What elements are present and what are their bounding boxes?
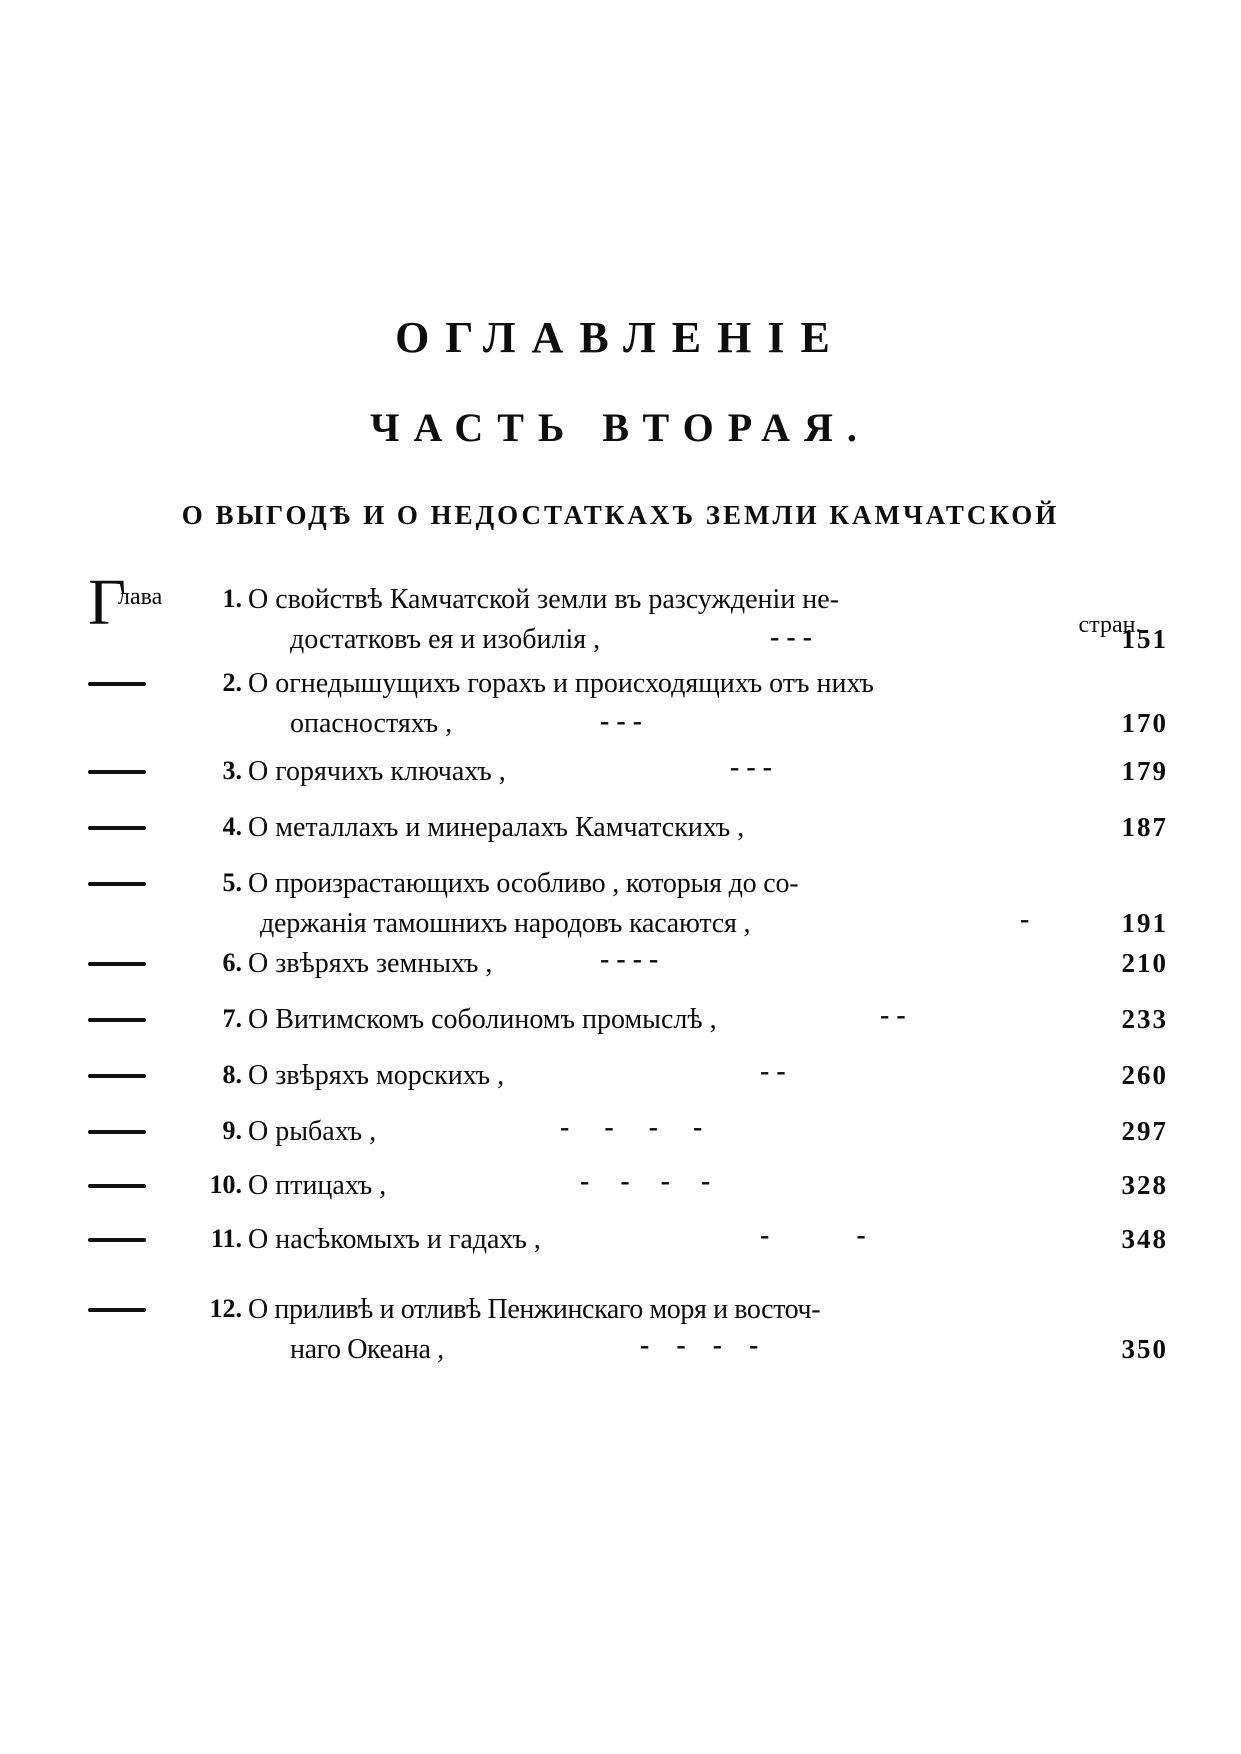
part-subtitle: О ВЫГОДѢ И О НЕДОСТАТКАХЪ ЗЕМЛИ КАМЧАТСКОЙ bbox=[181, 500, 1060, 530]
dash-mark bbox=[88, 1308, 146, 1312]
dash-mark bbox=[88, 1074, 146, 1078]
part-heading: ЧАСТЬ ВТОРАЯ. bbox=[370, 405, 871, 450]
dash-mark bbox=[88, 1130, 146, 1134]
ditto-dash bbox=[88, 864, 176, 906]
dash-mark bbox=[88, 962, 146, 966]
entry-title-line2: держанія тамошнихъ народовъ касаются , bbox=[260, 908, 751, 939]
ditto-dash bbox=[88, 1112, 176, 1154]
entry-page-number: 350 bbox=[1121, 1334, 1168, 1364]
entry-title-line1: О металлахъ и минералахъ Камчатскихъ , bbox=[248, 812, 745, 843]
entry-page-number: 179 bbox=[1121, 756, 1168, 786]
entry-number: 2. bbox=[222, 668, 242, 697]
entry-title bbox=[248, 580, 1048, 660]
ditto-dash bbox=[88, 1220, 176, 1262]
dash-mark bbox=[88, 1184, 146, 1188]
entry-title-line1: О горячихъ ключахъ , bbox=[248, 756, 506, 787]
entry-page-number: 210 bbox=[1121, 948, 1168, 978]
ditto-dash bbox=[88, 944, 176, 986]
entry-number: 4. bbox=[222, 812, 242, 841]
entry-title-line1: О звѣряхъ земныхъ , bbox=[248, 948, 493, 979]
dot-leaders: - - bbox=[880, 1000, 906, 1031]
ditto-dash bbox=[88, 1000, 176, 1042]
dash-mark bbox=[88, 1018, 146, 1022]
entry-page-number: 328 bbox=[1121, 1170, 1168, 1200]
entry-title-line1: О свойствѣ Камчатской земли въ разсужденіи не- bbox=[248, 584, 840, 615]
dash-mark bbox=[88, 1238, 146, 1242]
entry-title-line2: наго Океана , bbox=[290, 1334, 444, 1365]
entry-title-line1: О Витимскомъ соболиномъ промыслѣ , bbox=[248, 1004, 717, 1035]
dash-mark bbox=[88, 826, 146, 830]
entry-number: 6. bbox=[222, 948, 242, 977]
entry-page-number: 297 bbox=[1121, 1116, 1168, 1146]
entry-title-line1: О рыбахъ , bbox=[248, 1116, 377, 1147]
dot-leaders: - - - - bbox=[600, 944, 659, 975]
ditto-dash bbox=[88, 1290, 176, 1332]
dash-mark bbox=[88, 770, 146, 774]
entry-page-number: 151 bbox=[1121, 624, 1168, 654]
entry-number: 11. bbox=[210, 1224, 242, 1253]
entry-page-number: 348 bbox=[1121, 1224, 1168, 1254]
dot-leaders: - - - - bbox=[560, 1112, 717, 1143]
dot-leaders: - - bbox=[760, 1220, 906, 1251]
ditto-dash bbox=[88, 1056, 176, 1098]
dot-leaders: - - - bbox=[770, 622, 812, 653]
dot-leaders: - - - bbox=[600, 706, 642, 737]
chapter-word-initial: Г bbox=[88, 566, 127, 639]
entry-number: 5. bbox=[222, 868, 242, 897]
entry-title bbox=[248, 1220, 1048, 1260]
entry-title bbox=[248, 752, 1048, 792]
dash-mark bbox=[88, 882, 146, 886]
dot-leaders: - bbox=[1020, 904, 1030, 935]
dot-leaders: - - - bbox=[730, 752, 772, 783]
entry-title-line1: О звѣряхъ морскихъ , bbox=[248, 1060, 505, 1091]
entry-page-number: 260 bbox=[1121, 1060, 1168, 1090]
entry-page-number: 191 bbox=[1121, 908, 1168, 938]
dot-leaders: - - - - bbox=[640, 1330, 769, 1361]
dash-mark bbox=[88, 682, 146, 686]
entry-title bbox=[248, 1000, 1048, 1040]
page-title: ОГЛАВЛЕНІЕ bbox=[395, 313, 846, 362]
entry-title-line2: опасностяхъ , bbox=[290, 708, 453, 739]
entry-number: 1. bbox=[222, 584, 242, 613]
page-column-label: стран. bbox=[1078, 612, 1142, 638]
ditto-dash bbox=[88, 664, 176, 706]
ditto-dash bbox=[88, 752, 176, 794]
entry-page-number: 170 bbox=[1121, 708, 1168, 738]
entry-title-line1: О насѣкомыхъ и гадахъ , bbox=[248, 1224, 541, 1255]
ditto-dash bbox=[88, 1166, 176, 1208]
entry-title-line2: достатковъ ея и изобилія , bbox=[290, 624, 601, 655]
entry-number: 8. bbox=[222, 1060, 242, 1089]
entry-number: 9. bbox=[222, 1116, 242, 1145]
ditto-dash bbox=[88, 808, 176, 850]
entry-title-line1: О птицахъ , bbox=[248, 1170, 387, 1201]
entry-page-number: 233 bbox=[1121, 1004, 1168, 1034]
entry-title-line1: О приливѣ и отливѣ Пенжинскаго моря и восточ- bbox=[248, 1294, 821, 1325]
dot-leaders: - - bbox=[760, 1056, 786, 1087]
entry-number: 10. bbox=[209, 1170, 242, 1199]
entry-number: 3. bbox=[222, 756, 242, 785]
chapter-word-rest: лава bbox=[118, 584, 163, 610]
entry-title bbox=[248, 808, 1048, 848]
dot-leaders: - - - - bbox=[580, 1166, 723, 1197]
chapter-word bbox=[88, 566, 176, 639]
entry-page-number: 187 bbox=[1121, 812, 1168, 842]
entry-title bbox=[248, 864, 1048, 944]
entry-number: 12. bbox=[209, 1294, 242, 1323]
entry-title bbox=[248, 664, 1048, 744]
entry-title-line1: О произрастающихъ особливо , которыя до со- bbox=[248, 868, 799, 899]
entry-number: 7. bbox=[222, 1004, 242, 1033]
entry-title bbox=[248, 1056, 1048, 1096]
entry-title-line1: О огнедышущихъ горахъ и происходящихъ отъ нихъ bbox=[248, 668, 874, 699]
